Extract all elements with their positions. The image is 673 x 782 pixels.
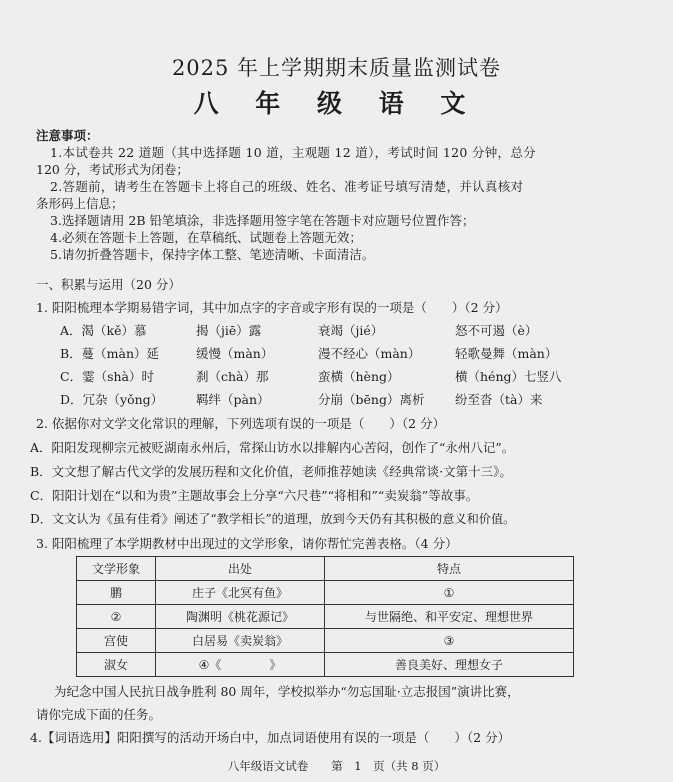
notes-line-4: 条形码上信息； [36, 196, 124, 211]
table-cell: ① [325, 581, 574, 605]
q1-a-2: 揭（jiē）露 [196, 323, 262, 338]
notes-heading: 注意事项： [36, 128, 99, 143]
table-cell: ③ [325, 629, 574, 653]
q1-c-1: C．霎（shà）时 [60, 369, 154, 384]
notes-line-3: 2.答题前，请考生在答题卡上将自己的班级、姓名、准考证号填写清楚，并认真核对 [50, 179, 524, 194]
table-row [77, 629, 574, 653]
page-footer: 八年级语文试卷 第 1 页（共 8 页） [227, 759, 446, 773]
table-cell: 白居易《卖炭翁》 [156, 629, 325, 653]
section-heading: 一、积累与运用（20 分） [36, 277, 181, 292]
q1-b-1: B．蔓（màn）延 [60, 346, 160, 361]
table-header-row [77, 557, 574, 581]
q1-a-4: 怒不可遏（è） [455, 323, 538, 338]
table-cell: 善良美好、理想女子 [325, 653, 574, 677]
exam-subject: 八 年 级 语 文 [193, 89, 480, 118]
q1-b-2: 缓慢（màn） [196, 346, 274, 361]
q1-a-1: A．渴（kě）慕 [60, 323, 147, 338]
q1-d-4: 纷至沓（tà）来 [455, 392, 543, 407]
notes-line-2: 120 分，考试形式为闭卷； [36, 162, 189, 177]
q1-d-3: 分崩（bēng）离析 [318, 392, 425, 407]
q1-b-4: 轻歌曼舞（màn） [455, 346, 558, 361]
table-row [77, 605, 574, 629]
table-cell: ② [77, 605, 156, 629]
table-cell: 淑女 [77, 653, 156, 677]
q3-stem: 3. 阳阳梳理了本学期教材中出现过的文学形象，请你帮忙完善表格。（4 分） [36, 536, 458, 551]
literary-figures-table [76, 556, 574, 677]
intro-line-2: 请你完成下面的任务。 [36, 707, 162, 722]
q2-option-a: A．阳阳发现柳宗元被贬湖南永州后，常探山访水以排解内心苦闷，创作了“永州八记”。 [30, 440, 515, 455]
q1-b-3: 漫不经心（màn） [318, 346, 421, 361]
notes-line-6: 4.必须在答题卡上答题，在草稿纸、试题卷上答题无效； [50, 230, 362, 245]
notes-line-1: 1.本试卷共 22 道题（其中选择题 10 道，主观题 12 道），考试时间 120 分钟，总分 [50, 145, 536, 160]
table-cell: 与世隔绝、和平安定、理想世界 [325, 605, 574, 629]
table-row [77, 653, 574, 677]
q2-option-c: C．阳阳计划在“以和为贵”主题故事会上分享“六尺巷”“将相和”“卖炭翁”等故事。 [30, 488, 479, 503]
q2-stem: 2. 依据你对文学文化常识的理解，下列选项有误的一项是（ ）（2 分） [36, 416, 446, 431]
q1-stem: 1. 阳阳梳理本学期易错字词，其中加点字的字音或字形有误的一项是（ ）（2 分） [36, 300, 508, 315]
q2-option-d: D．文文认为《虽有佳肴》阐述了“教学相长”的道理，放到今天仍有其积极的意义和价值。 [30, 512, 516, 526]
notes-line-5: 3.选择题请用 2B 铅笔填涂，非选择题用签字笔在答题卡对应题号位置作答； [50, 213, 475, 228]
table-cell: 鹏 [77, 581, 156, 605]
exam-title: 2025 年上学期期末质量监测试卷 [171, 56, 502, 80]
q1-c-2: 刹（chà）那 [196, 369, 269, 384]
q1-c-4: 横（héng）七竖八 [455, 369, 562, 384]
table-row [77, 581, 574, 605]
q4-stem: 4.【词语选用】阳阳撰写的活动开场白中，加点词语使用有误的一项是（ ）（2 分） [30, 730, 511, 745]
intro-line-1: 为纪念中国人民抗日战争胜利 80 周年，学校拟举办“勿忘国耻·立志报国”演讲比赛， [54, 684, 520, 699]
table-cell: ④《 》 [156, 653, 325, 677]
table-header: 特点 [325, 557, 574, 581]
table-header: 出处 [156, 557, 325, 581]
q1-c-3: 蛮横（hèng） [318, 369, 400, 384]
table-cell: 宫使 [77, 629, 156, 653]
q2-option-b: B．文文想了解古代文学的发展历程和文化价值，老师推荐她读《经典常谈·文第十三》。 [30, 464, 512, 479]
table-header: 文学形象 [77, 557, 156, 581]
table-cell: 庄子《北冥有鱼》 [156, 581, 325, 605]
table-cell: 陶渊明《桃花源记》 [156, 605, 325, 629]
q1-a-3: 衰竭（jié） [318, 323, 384, 338]
q1-d-1: D．冗杂（yǒng） [60, 392, 164, 407]
notes-line-7: 5.请勿折叠答题卡，保持字体工整、笔迹清晰、卡面清洁。 [50, 247, 375, 262]
q1-d-2: 羁绊（pàn） [196, 392, 270, 407]
